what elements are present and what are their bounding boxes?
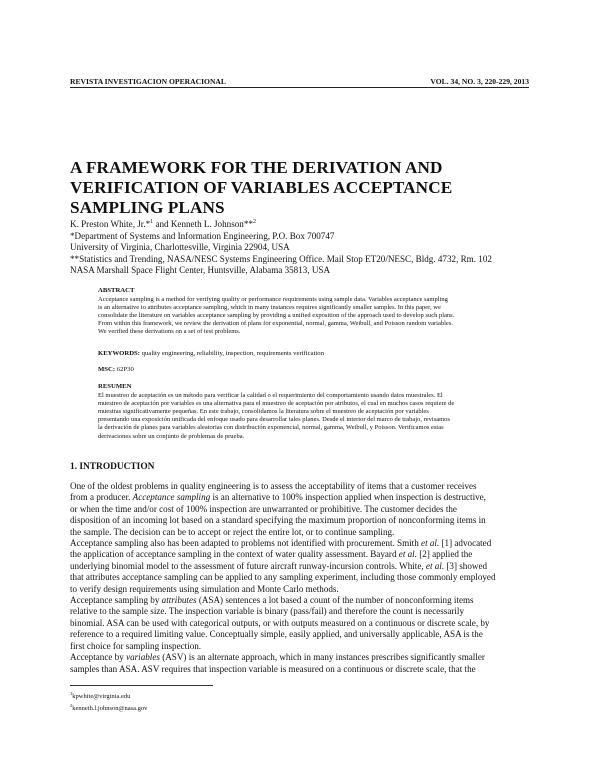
term-variables: variables xyxy=(126,652,160,663)
footnote-email: kenneth.l.johnson@nasa.gov xyxy=(72,705,148,713)
abstract-line: Acceptance sampling is a method for verifying quality or performance requirements using sample data. Variables acceptance sampling xyxy=(98,296,448,304)
section-body xyxy=(70,481,535,675)
footnote-mark: 1 xyxy=(70,691,73,696)
body-line: One of the oldest problems in quality engineering is to assess the acceptability of items that a customer receives xyxy=(70,481,477,491)
resumen-line: derivaciones sobre un conjunto de problemas de prueba. xyxy=(98,432,245,440)
body-line: Acceptance sampling by attributes (ASA) sentences a lot based a count of the number of nonconforming items xyxy=(70,595,474,606)
paper-title xyxy=(70,158,540,218)
author-2: and Kenneth L. Johnson** xyxy=(155,219,253,230)
abstract xyxy=(98,287,528,337)
resumen-line: muestreo de aceptación por variables es una alternativa para el muestreo de aceptación por atributos, el cual en muchos casos requiere de xyxy=(98,400,455,408)
resumen-line: El muestreo de aceptación es un método para verificar la calidad o el requerimiento del comportamiento usando datos muestrales. El xyxy=(98,392,443,400)
affiliation-line: *Department of Systems and Information Engineering, P.O. Box 700747 xyxy=(70,230,335,241)
footnote-mark: 2 xyxy=(70,703,73,709)
title-line: VERIFICATION OF VARIABLES ACCEPTANCE xyxy=(70,178,453,197)
resumen-heading: RESUMEN xyxy=(98,383,132,390)
footnotes xyxy=(70,689,147,713)
abstract-heading: ABSTRACT xyxy=(98,287,135,294)
running-header xyxy=(70,77,529,88)
body-line: Acceptance by variables (ASV) is an alternate approach, which in many instances prescribes significantly smaller xyxy=(70,652,485,663)
title-line: SAMPLING PLANS xyxy=(70,198,225,217)
body-line: disposition of an incoming lot based on a standard specifying the maximum proportion of nonconforming items in xyxy=(70,515,486,526)
footnote-2 xyxy=(70,701,147,713)
msc-text: 62P30 xyxy=(116,366,134,373)
citation-etal: et al. xyxy=(421,538,440,549)
msc-code xyxy=(98,366,134,373)
resumen-line: la derivación de planes para variables aleatorias con distribución exponencial, normal, gamma, Weibull, y Poisson. Verificamos estas xyxy=(98,424,444,432)
abstract-line: We verified these derivations on a set of test problems. xyxy=(98,328,241,336)
body-line: that attributes acceptance sampling can be applied to any sampling experiment, including those commonly employed xyxy=(70,572,496,583)
volume-info: VOL. 34, NO. 3, 220-229, 2013 xyxy=(430,77,529,86)
body-line: underlying binomial model to the assessment of future aircraft runway-incursion controls. White, et al. [3] showed xyxy=(70,560,488,571)
resumen-line: presentando una exposición unificada del enfoque usado para desarrollar tales planes. Desde el interior del marco de trabajo, revisamos xyxy=(98,416,450,424)
author-1: K. Preston White, Jr.* xyxy=(70,219,151,230)
body-line: binomial. ASA can be used with categorical outputs, or with outputs measured on a continuous or discrete scale, by xyxy=(70,617,490,628)
body-line: Acceptance sampling also has been adapted to problems not identified with procurement. Smith et al. [1] advocated xyxy=(70,538,492,549)
abstract-line: From within this framework, we review the derivation of plans for exponential, normal, gamma, Weibull, and Poisson random variables. xyxy=(98,320,453,328)
term-acceptance-sampling: Acceptance sampling xyxy=(132,492,211,503)
author-1-footnote-mark: 1 xyxy=(150,219,154,225)
author-line xyxy=(70,217,540,231)
footnote-1 xyxy=(70,689,147,701)
body-line: first choice for sampling inspection. xyxy=(70,640,202,651)
section-heading: 1. INTRODUCTION xyxy=(70,462,155,472)
resumen-line: muestras significativamente pequeñas. En este trabajo, consolidamos la literatura sobre el muestreo de aceptación por variables xyxy=(98,408,429,416)
body-line: to verify design requirements using simulation and Monte Carlo methods. xyxy=(70,583,339,594)
abstract-line: consolidate the literature on variables acceptance sampling by providing a unified exposition of the approach used to develop such plans. xyxy=(98,312,455,320)
affiliation-line: NASA Marshall Space Flight Center, Huntsville, Alabama 35813, USA xyxy=(70,265,331,276)
affiliation-line: **Statistics and Trending, NASA/NESC Systems Engineering Office. Mail Stop ET20/NESC, Bldg. 4732, Rm. 102 xyxy=(70,253,492,264)
title-line: A FRAMEWORK FOR THE DERIVATION AND xyxy=(70,158,443,177)
body-line: samples than ASA. ASV requires that inspection variable is measured on a continuous or discrete scale, that the xyxy=(70,663,476,674)
body-line: reference to a required limiting value. Conceptually simple, easily applied, and universally applicable, ASA is the xyxy=(70,629,483,640)
resumen xyxy=(98,383,528,441)
body-line: or when the time and/or cost of 100% inspection are unwarranted or prohibitive. The customer decides the xyxy=(70,503,457,514)
citation-etal: et al. xyxy=(398,549,417,560)
citation-etal: et al. xyxy=(425,560,445,571)
body-line: the application of acceptance sampling in the context of water quality assessment. Bayard et al. [2] applied the xyxy=(70,549,473,560)
msc-label: MSC: xyxy=(98,366,116,373)
abstract-line: is an alternative to attributes acceptance sampling, which in many instances requires significantly smaller samples. In this paper, we xyxy=(98,304,441,312)
affiliation-line: University of Virginia, Charlottesville, Virginia 22904, USA xyxy=(70,242,290,253)
author-2-footnote-mark: 2 xyxy=(252,219,256,225)
term-attributes: attributes xyxy=(161,595,197,606)
author-block xyxy=(70,217,540,277)
footnote-divider xyxy=(70,685,213,686)
journal-name: REVISTA INVESTIGACION OPERACIONAL xyxy=(70,77,226,86)
keywords-text: quality engineering, reliability, inspection, requirements verification xyxy=(141,350,324,357)
body-line: from a producer. Acceptance sampling is an alternative to 100% inspection applied when inspection is destructive, xyxy=(70,492,486,503)
keywords-label: KEYWORDS: xyxy=(98,350,140,357)
body-line: the sample. The decision can be to accept or reject the entire lot, or to continue sampling. xyxy=(70,526,395,537)
keywords xyxy=(98,350,324,357)
body-line: relative to the sample size. The inspection variable is binary (pass/fail) and therefore the count is necessarily xyxy=(70,606,465,617)
footnote-email: kpwhite@virginia.edu xyxy=(72,693,131,701)
